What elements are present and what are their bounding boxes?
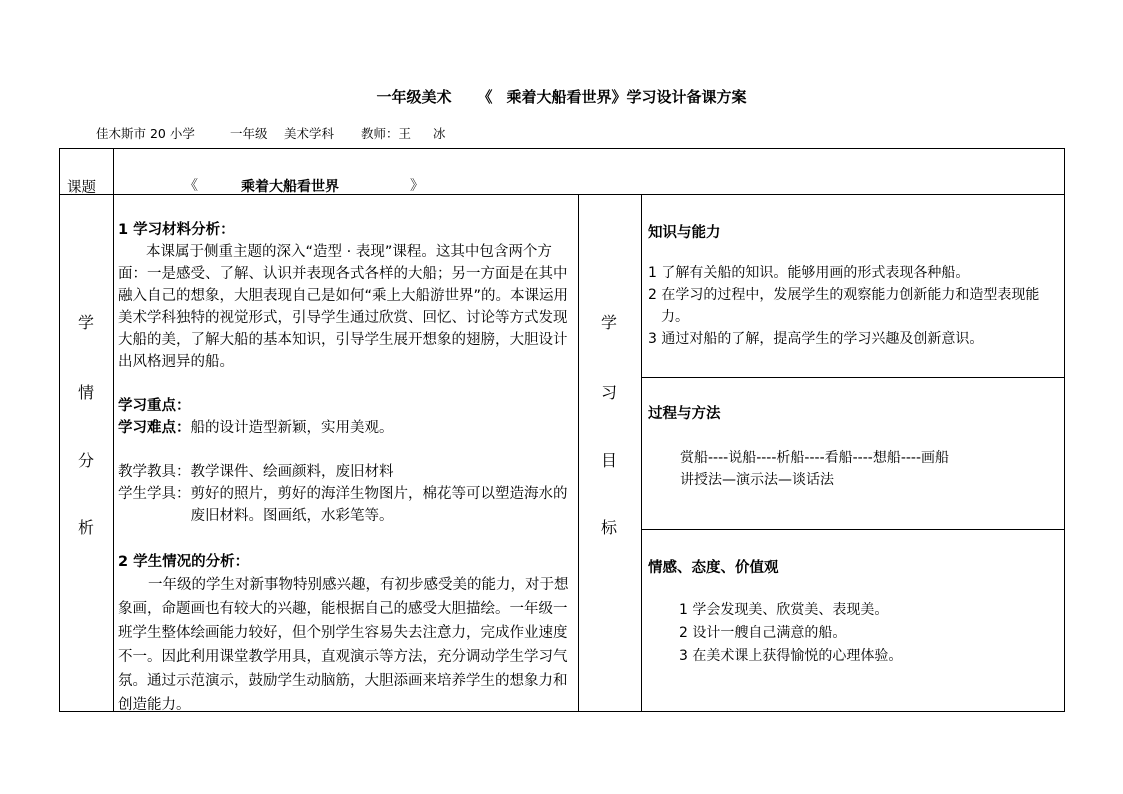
meta-grade: 一年级 — [230, 126, 268, 141]
goals-divider-1 — [641, 377, 1065, 378]
knowledge-item-1: 1 了解有关船的知识。能够用画的形式表现各种船。 — [648, 265, 970, 281]
material-analysis-body: 本课属于侧重主题的深入“造型 · 表现”课程。这其中包含两个方面：一是感受、了解、认识并表现各式各样的大船；另一方面是在其中融入自己的想象，大胆表现自己是如何“乘上大船游世界”的。本课运用美术学科独特的视觉形式，引导学生通过欣赏、回忆、讨论等方式发现大船的美，了解大船的基本知识，引导学生展开想象的翅膀，大胆设计出风格迥异的船。 — [118, 244, 569, 370]
emotion-list — [679, 599, 1059, 668]
student-analysis-heading: 2 学生情况的分析： — [118, 554, 250, 570]
table-border-right — [1064, 148, 1065, 712]
analysis-column-divider — [578, 194, 579, 712]
material-analysis-heading: 1 学习材料分析： — [118, 222, 235, 238]
emotion-item-3: 3 在美术课上获得愉悦的心理体验。 — [679, 648, 903, 664]
goals-label-char-3: 目 — [601, 451, 618, 470]
meta-teacher-name-2: 冰 — [433, 126, 446, 141]
topic-title: 乘着大船看世界 — [241, 179, 339, 195]
label-column-divider — [113, 148, 114, 712]
topic-open-quote: 《 — [184, 178, 198, 194]
analysis-label-char-1: 学 — [78, 313, 95, 332]
meta-subject: 美术学科 — [284, 126, 335, 141]
table-border-top — [59, 148, 1065, 149]
goals-label-divider — [641, 194, 642, 712]
title-rest: 》学习设计备课方案 — [611, 88, 747, 106]
title-topic: 乘着大船看世界 — [506, 88, 612, 106]
key-points-label: 学习重点： — [118, 398, 191, 414]
student-tools-label: 学生学具： — [118, 486, 191, 502]
teacher-tools-label: 教学教具： — [118, 464, 191, 480]
student-tools-text: 剪好的照片，剪好的海洋生物图片，棉花等可以塑造海水的废旧材料。图画纸，水彩笔等。 — [190, 486, 568, 524]
process-methods: 讲授法—演示法—谈话法 — [680, 472, 834, 488]
title-grade-subject: 一年级美术 — [376, 88, 452, 106]
emotion-heading: 情感、态度、价值观 — [648, 560, 779, 576]
difficulty-label: 学习难点： — [118, 420, 191, 436]
meta-teacher: 教师：王 — [361, 126, 412, 141]
knowledge-heading: 知识与能力 — [648, 225, 721, 241]
analysis-label-char-2: 情 — [78, 383, 95, 402]
analysis-label-char-4: 析 — [78, 518, 95, 537]
knowledge-item-2: 2 在学习的过程中，发展学生的观察能力创新能力和造型表现能力。 — [648, 287, 1040, 325]
topic-close-quote: 》 — [410, 178, 424, 194]
emotion-item-2: 2 设计一艘自己满意的船。 — [679, 625, 847, 641]
title-open-quote: 《 — [477, 88, 493, 106]
goals-label-char-1: 学 — [601, 313, 618, 332]
teacher-tools-text: 教学课件、绘画颜料，废旧材料 — [190, 464, 394, 480]
document-title — [0, 86, 1123, 107]
meta-school: 佳木斯市 20 小学 — [96, 126, 195, 141]
emotion-item-1: 1 学会发现美、欣赏美、表现美。 — [679, 602, 889, 618]
knowledge-list — [648, 262, 1056, 350]
analysis-label-char-3: 分 — [78, 451, 95, 470]
knowledge-item-3: 3 通过对船的了解，提高学生的学习兴趣及创新意识。 — [648, 331, 984, 347]
table-row-divider — [59, 194, 1065, 195]
process-heading: 过程与方法 — [648, 406, 721, 422]
table-border-left — [59, 148, 60, 712]
student-analysis-body: 一年级的学生对新事物特别感兴趣，有初步感受美的能力，对于想象画，命题画也有较大的兴趣，能根据自己的感受大胆描绘。一年级一班学生整体绘画能力较好，但个别学生容易失去注意力，完成作业速度不一。因此利用课堂教学用具，直观演示等方法，充分调动学生学习气氛。通过示范演示，鼓励学生动脑筋，大胆添画来培养学生的想象力和创造能力。 — [118, 577, 569, 713]
analysis-content — [118, 219, 570, 717]
goals-divider-2 — [641, 529, 1065, 530]
difficulty-text: 船的设计造型新颖，实用美观。 — [190, 420, 394, 436]
goals-label-char-2: 习 — [601, 383, 618, 402]
goals-label-char-4: 标 — [601, 518, 618, 537]
topic-label: 课题 — [67, 180, 96, 196]
process-steps: 赏船----说船----析船----看船----想船----画船 — [680, 450, 950, 466]
